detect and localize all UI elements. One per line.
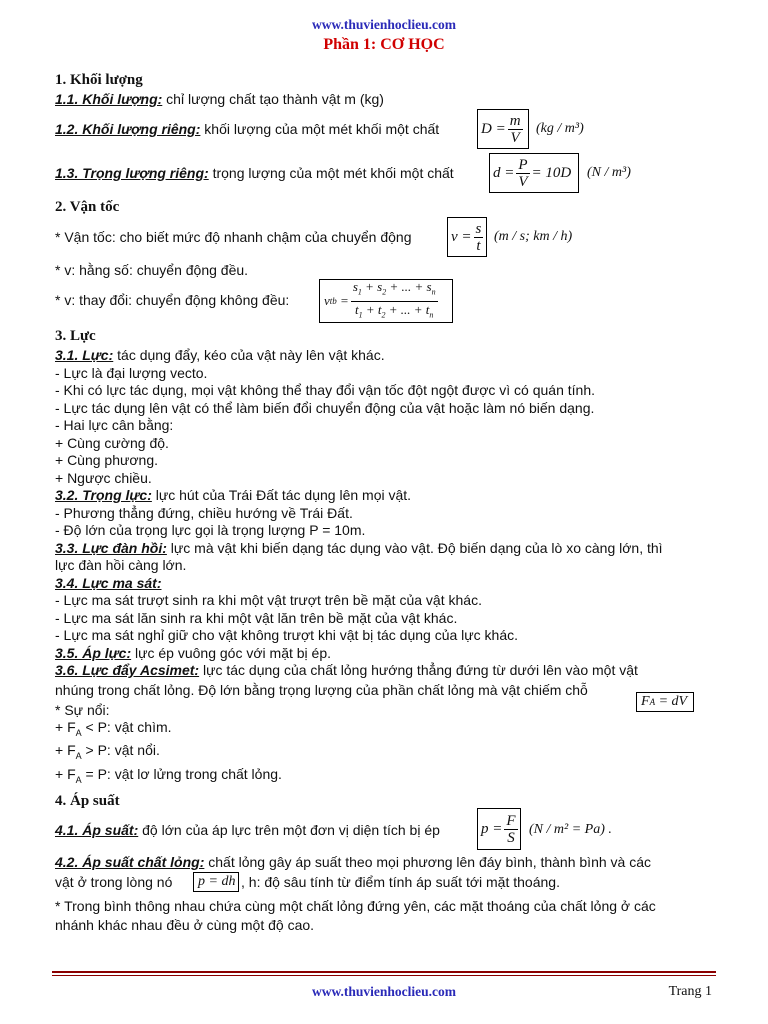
- s4-l2-label: 4.2. Áp suất chất lỏng:: [55, 854, 205, 870]
- s3-p1-text: tác dụng đẩy, kéo của vật này lên vật khác.: [113, 347, 385, 363]
- s3-p4-line: - Lực ma sát nghỉ giữ cho vật không trượt khi vật bị tác dụng của lực khác.: [55, 627, 518, 643]
- s3-p2-line: - Độ lớn của trọng lực gọi là trọng lượng P = 10m.: [55, 522, 366, 538]
- density-formula: D = $\frac{m}{V}$: [477, 109, 529, 149]
- s4-line-3b: nhánh khác nhau đều ở cùng một độ cao.: [55, 917, 315, 933]
- s1-l2-label: 1.2. Khối lượng riêng:: [55, 121, 201, 137]
- header-url[interactable]: www.thuvienhoclieu.com: [311, 17, 456, 32]
- s2-line-2: * v: hằng số: chuyển động đều.: [55, 262, 249, 278]
- s4-l1-unit: (N / m² = Pa) .: [529, 822, 612, 837]
- float-line-3: + $F_A = P$: vật lơ lửng trong chất lỏng.: [55, 765, 282, 785]
- s3-p3-label: 3.3. Lực đàn hồi:: [55, 539, 167, 556]
- s3-p1-line: - Lực là đại lượng vecto.: [55, 364, 208, 381]
- footer-url[interactable]: www.thuvienhoclieu.com: [311, 984, 456, 999]
- s1-line-3: [55, 165, 454, 181]
- page-number: Trang 1: [668, 984, 712, 999]
- s2-line-3: * v: thay đổi: chuyển động không đều:: [55, 292, 290, 308]
- float-line-1: + $F_A < P$: vật chìm.: [55, 719, 172, 738]
- s3-p3-line2: lực đàn hồi càng lớn.: [55, 557, 187, 573]
- s1-l2-unit: (kg / m³): [536, 121, 584, 136]
- s3-p1-line: - Hai lực cân bằng:: [55, 417, 174, 433]
- s3-p2-line: - Phương thẳng đứng, chiều hướng về Trái Đất.: [55, 504, 353, 521]
- s3-p2-label: 3.2. Trọng lực:: [55, 487, 152, 503]
- s4-line-2c: , h: độ sâu tính từ điểm tính áp suất tới mặt thoáng.: [241, 874, 560, 890]
- s1-line-1: [55, 91, 384, 107]
- s1-l1-label: 1.1. Khối lượng:: [55, 91, 163, 107]
- s4-l2-text: chất lỏng gây áp suất theo mọi phương lên đáy bình, thành bình và các: [204, 854, 651, 870]
- pressure-formula: p = $\frac{F}{S}$: [477, 808, 521, 850]
- footer-rule-thin: [52, 975, 716, 976]
- footer-rule: [52, 971, 716, 973]
- s1-l2-text: khối lượng của một mét khối một chất: [200, 121, 440, 137]
- page-title: Phần 1: CƠ HỌC: [323, 36, 445, 53]
- s1-l1-text: chỉ lượng chất tạo thành vật m (kg): [162, 91, 384, 107]
- velocity-formula: v = $\frac{s}{t}$: [447, 217, 487, 257]
- s1-l3-text: trọng lượng của một mét khối một chất: [208, 165, 454, 181]
- s4-l1-text: độ lớn của áp lực trên một đơn vị diện tích bị ép: [138, 822, 440, 838]
- s4-line-1: [55, 822, 440, 838]
- s1-l3-unit: (N / m³): [587, 165, 631, 180]
- s1-l3-label: 1.3. Trọng lượng riêng:: [55, 165, 209, 181]
- s3-p4-label: 3.4. Lực ma sát:: [55, 574, 162, 591]
- s3-p5-label: 3.5. Áp lực:: [55, 644, 132, 661]
- s3-p1-line: + Cùng phương.: [55, 452, 159, 468]
- s3-p6-text: lực tác dụng của chất lỏng hướng thẳng đứng từ dưới lên vào một vật: [199, 662, 638, 678]
- s3-p1-line: - Khi có lực tác dụng, mọi vật không thể thay đổi vận tốc đột ngột được vì có quán tính.: [55, 382, 596, 398]
- s3-p1-label: 3.1. Lực:: [55, 347, 114, 363]
- s4-line-2: [55, 854, 651, 870]
- section-4-heading: 4. Áp suất: [55, 793, 120, 809]
- s3-p1-line: + Ngược chiều.: [55, 469, 152, 486]
- s4-line-2b: vật ở trong lòng nó: [55, 874, 173, 890]
- section-3-heading: 3. Lực: [55, 328, 96, 344]
- section-1-heading: 1. Khối lượng: [55, 72, 143, 88]
- s2-l1-unit: (m / s; km / h): [494, 229, 573, 244]
- s3-block: [55, 347, 663, 789]
- float-title: * Sự nổi:: [55, 701, 110, 718]
- s3-p1-line: - Lực tác dụng lên vật có thể làm biến đổi chuyển động của vật hoặc làm nó biến dạng.: [55, 399, 595, 416]
- s3-p6-line2: nhúng trong chất lỏng. Độ lớn bằng trọng lượng của phần chất lỏng mà vật chiếm chỗ: [55, 681, 588, 698]
- s3-p2-text: lực hút của Trái Đất tác dụng lên mọi vật.: [151, 487, 412, 503]
- s2-line-1: * Vận tốc: cho biết mức độ nhanh chậm của chuyển động: [55, 229, 412, 245]
- s1-line-2: [55, 121, 439, 137]
- s3-p6-label: 3.6. Lực đẩy Acsimet:: [55, 662, 200, 678]
- liquid-pressure-formula: p = dh: [193, 872, 239, 892]
- buoyancy-formula: F A = dV: [636, 692, 694, 712]
- specific-weight-formula: d = $\frac{P}{V}$ = 10D: [489, 153, 579, 193]
- float-line-2: + $F_A > P$: vật nổi.: [55, 742, 160, 762]
- s3-p4-line: - Lực ma sát lăn sinh ra khi một vật lăn trên bề mặt của vật khác.: [55, 609, 458, 626]
- s3-p1-line: + Cùng cường độ.: [55, 434, 169, 451]
- s3-p4-line: - Lực ma sát trượt sinh ra khi một vật trượt trên bề mặt của vật khác.: [55, 592, 482, 608]
- section-2-heading: 2. Vận tốc: [55, 199, 120, 215]
- average-velocity-formula: v tb = $\frac{s_1 + s_2 + ... + s_n}{t_1 + t_2 + ... + t_n}$: [319, 279, 453, 323]
- s3-p3-text: lực mà vật khi biến dạng tác dụng vào vật. Độ biến dạng của lò xo càng lớn, thì: [166, 539, 663, 556]
- s3-p5-text: lực ép vuông góc với mặt bị ép.: [131, 644, 332, 661]
- s4-l1-label: 4.1. Áp suất:: [55, 822, 139, 838]
- s4-line-3: * Trong bình thông nhau chứa cùng một chất lỏng đứng yên, các mặt thoáng của chất lỏng ở các: [55, 898, 656, 914]
